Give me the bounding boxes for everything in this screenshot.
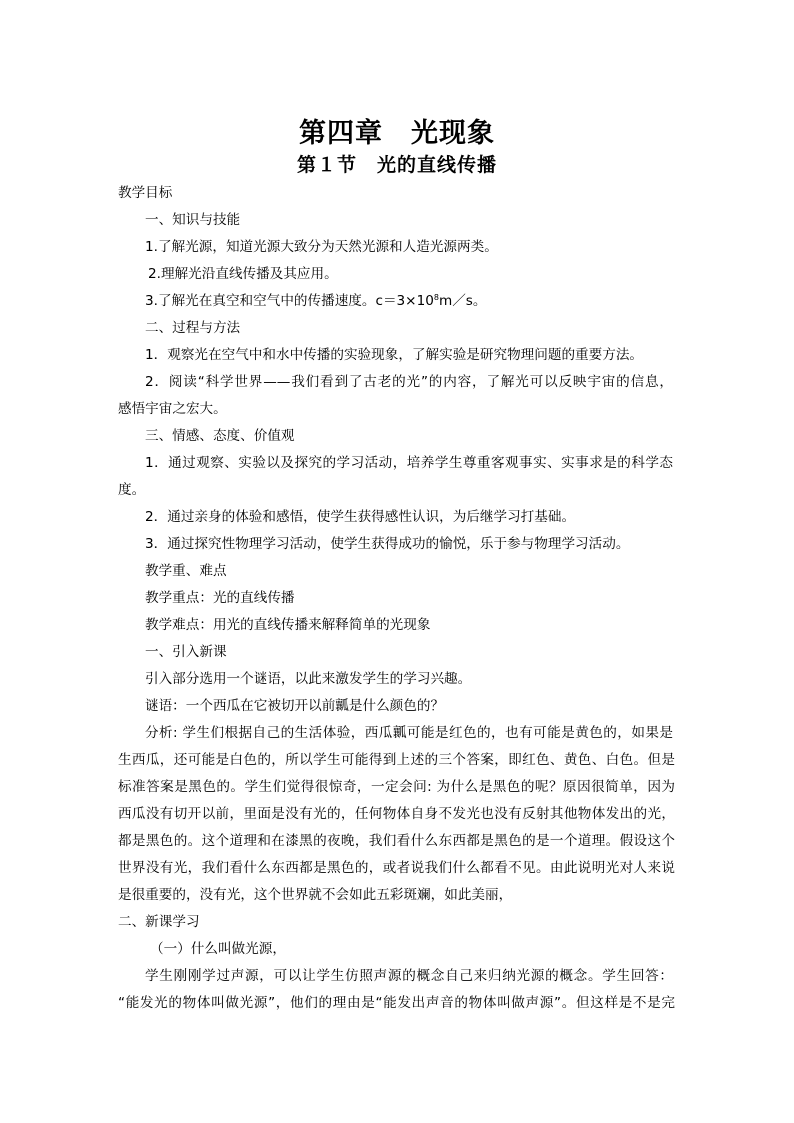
subheading-process-methods: 二、过程与方法 <box>145 320 241 336</box>
heading-new-lesson: 二、新课学习 <box>118 914 200 930</box>
emotion-item-2: 2．通过亲身的体验和感悟，使学生获得感性认识，为后继学习打基础。 <box>145 509 576 525</box>
emotion-item-3: 3．通过探究性物理学习活动，使学生获得成功的愉悦，乐于参与物理学习活动。 <box>145 536 630 552</box>
emotion-item-1-cont: 度。 <box>118 482 146 498</box>
lesson-line-2: “能发光的物体叫做光源”，他们的理由是“能发出声音的物体叫做声源”。但这样是不是完 <box>118 995 675 1011</box>
subheading-emotion-values: 三、情感、态度、价值观 <box>145 428 295 444</box>
section-title: 第１节 光的直线传播 <box>296 154 497 176</box>
riddle-text: 谜语：一个西瓜在它被切开以前瓤是什么颜色的？ <box>145 698 445 714</box>
goal-item-3-exponent: 8 <box>433 293 439 302</box>
goal-item-3 <box>145 291 486 311</box>
goal-item-3-suffix: m／s。 <box>438 293 487 309</box>
heading-teaching-goals: 教学目标 <box>118 185 173 201</box>
analysis-line-1: 分析: 学生们根据自己的生活体验，西瓜瓤可能是红色的，也有可能是黄色的，如果是 <box>145 725 673 741</box>
process-item-1: 1．观察光在空气中和水中传播的实验现象，了解实验是研究物理问题的重要方法。 <box>145 347 644 363</box>
subheading-knowledge-skills: 一、知识与技能 <box>145 212 241 228</box>
process-item-2-cont: 感悟宇宙之宏大。 <box>118 401 227 417</box>
goal-item-3-prefix: 3.了解光在真空和空气中的传播速度。c＝3×10 <box>145 293 434 309</box>
key-point: 教学重点：光的直线传播 <box>145 590 295 606</box>
heading-introduction: 一、引入新课 <box>145 644 227 660</box>
chapter-title: 第四章 光现象 <box>299 118 495 149</box>
difficult-point: 教学难点：用光的直线传播来解释简单的光现象 <box>145 617 431 633</box>
intro-text: 引入部分选用一个谜语，以此来激发学生的学习兴趣。 <box>145 671 472 687</box>
analysis-line-4: 西瓜没有切开以前，里面是没有光的，任何物体自身不发光也没有反射其他物体发出的光， <box>118 806 675 822</box>
analysis-line-7: 是很重要的，没有光，这个世界就不会如此五彩斑斓，如此美丽， <box>118 887 513 903</box>
process-item-2: 2．阅读“科学世界——我们看到了古老的光”的内容，了解光可以反映宇宙的信息， <box>145 374 673 390</box>
lesson-line-1: 学生刚刚学过声源，可以让学生仿照声源的概念自己来归纳光源的概念。学生回答： <box>145 968 673 984</box>
analysis-line-6: 世界没有光，我们看什么东西都是黑色的，或者说我们什么都看不见。由此说明光对人来说 <box>118 860 675 876</box>
heading-key-points: 教学重、难点 <box>145 563 227 579</box>
analysis-line-2: 生西瓜，还可能是白色的，所以学生可能得到上述的三个答案，即红色、黄色、白色。但是 <box>118 752 675 768</box>
subheading-light-source: （一）什么叫做光源， <box>150 941 286 957</box>
analysis-line-3: 标准答案是黑色的。学生们觉得很惊奇，一定会问: 为什么是黑色的呢？原因很简单，因为 <box>118 779 675 795</box>
analysis-line-5: 都是黑色的。这个道理和在漆黑的夜晚，我们看什么东西都是黑色的是一个道理。假设这个 <box>118 833 675 849</box>
emotion-item-1: 1．通过观察、实验以及探究的学习活动，培养学生尊重客观事实、实事求是的科学态 <box>145 455 673 471</box>
goal-item-1: 1.了解光源，知道光源大致分为天然光源和人造光源两类。 <box>145 239 498 255</box>
goal-item-2: 2.理解光沿直线传播及其应用。 <box>148 266 338 282</box>
